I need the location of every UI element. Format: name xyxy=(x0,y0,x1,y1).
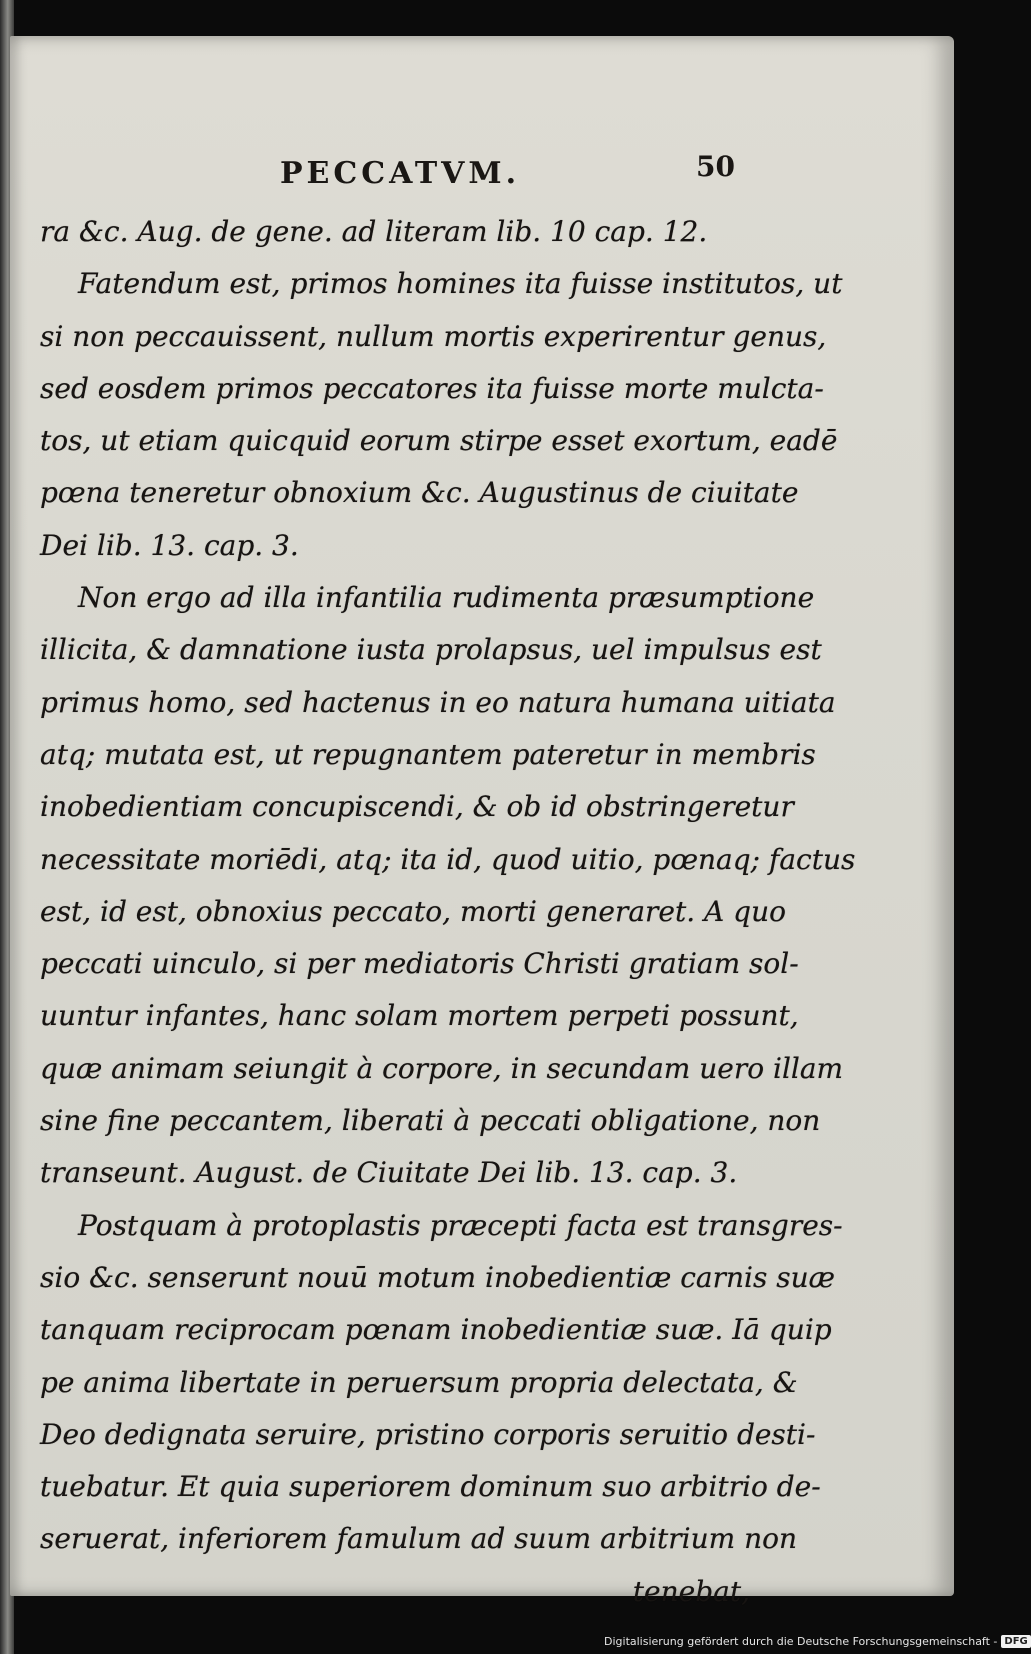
text-line: est, id est, obnoxius peccato, morti generaret. A quo xyxy=(40,894,786,928)
text-line: pœna teneretur obnoxium &c. Augustinus de ciuitate xyxy=(40,476,799,510)
catchword: tenebat, xyxy=(632,1574,750,1608)
text-line: Dei lib. 13. cap. 3. xyxy=(40,528,299,562)
footer-text: Digitalisierung gefördert durch die Deutsche Forschungsgemeinschaft - xyxy=(604,1634,998,1648)
text-line: tanquam reciprocam pœnam inobedientiæ suæ. Iā quip xyxy=(40,1313,832,1347)
text-line: quæ animam seiungit à corpore, in secundam uero illam xyxy=(40,1051,844,1085)
text-line: ra &c. Aug. de gene. ad literam lib. 10 cap. 12. xyxy=(40,215,708,248)
running-head: PECCATVM. xyxy=(280,156,521,191)
text-line: seruerat, inferiorem famulum ad suum arbitrium non xyxy=(40,1522,798,1556)
dfg-logo: DFG xyxy=(1001,1635,1030,1648)
text-line: sine fine peccantem, liberati à peccati obligatione, non xyxy=(40,1104,821,1138)
text-line: primus homo, sed hactenus in eo natura humana uitiata xyxy=(40,685,836,719)
text-line: illicita, & damnatione iusta prolapsus, uel impulsus est xyxy=(40,633,822,667)
text-line: tos, ut etiam quicquid eorum stirpe esset exortum, eadē xyxy=(40,424,838,458)
text-line: peccati uinculo, si per mediatoris Christi gratiam sol- xyxy=(40,947,799,981)
text-line: sed eosdem primos peccatores ita fuisse morte mulcta- xyxy=(40,371,824,405)
text-line: atq; mutata est, ut repugnantem pateretur in membris xyxy=(40,737,816,771)
text-line: transeunt. August. de Ciuitate Dei lib. 13. cap. 3. xyxy=(40,1156,738,1190)
text-line: inobedientiam concupiscendi, & ob id obstringeretur xyxy=(40,790,794,824)
text-line: Non ergo ad illa infantilia rudimenta præsumptione xyxy=(78,581,815,615)
folio-number: 50 xyxy=(696,150,735,183)
text-line: Deo dedignata seruire, pristino corporis seruitio desti- xyxy=(40,1417,816,1451)
digitization-footer xyxy=(604,1632,1031,1650)
text-line: si non peccauissent, nullum mortis experirentur genus, xyxy=(40,319,827,353)
book-page xyxy=(10,36,954,1608)
text-line: Fatendum est, primos homines ita fuisse institutos, ut xyxy=(78,267,843,301)
text-line: Postquam à protoplastis præcepti facta est transgres- xyxy=(78,1208,843,1242)
text-line: tuebatur. Et quia superiorem dominum suo arbitrio de- xyxy=(40,1470,821,1504)
text-line: pe anima libertate in peruersum propria delectata, & xyxy=(40,1365,798,1399)
text-line: sio &c. senserunt nouū motum inobedientiæ carnis suæ xyxy=(40,1260,835,1294)
body-text xyxy=(40,206,856,1618)
text-line: necessitate moriēdi, atq; ita id, quod uitio, pœnaq; factus xyxy=(40,842,856,876)
text-line: uuntur infantes, hanc solam mortem perpeti possunt, xyxy=(40,999,799,1033)
